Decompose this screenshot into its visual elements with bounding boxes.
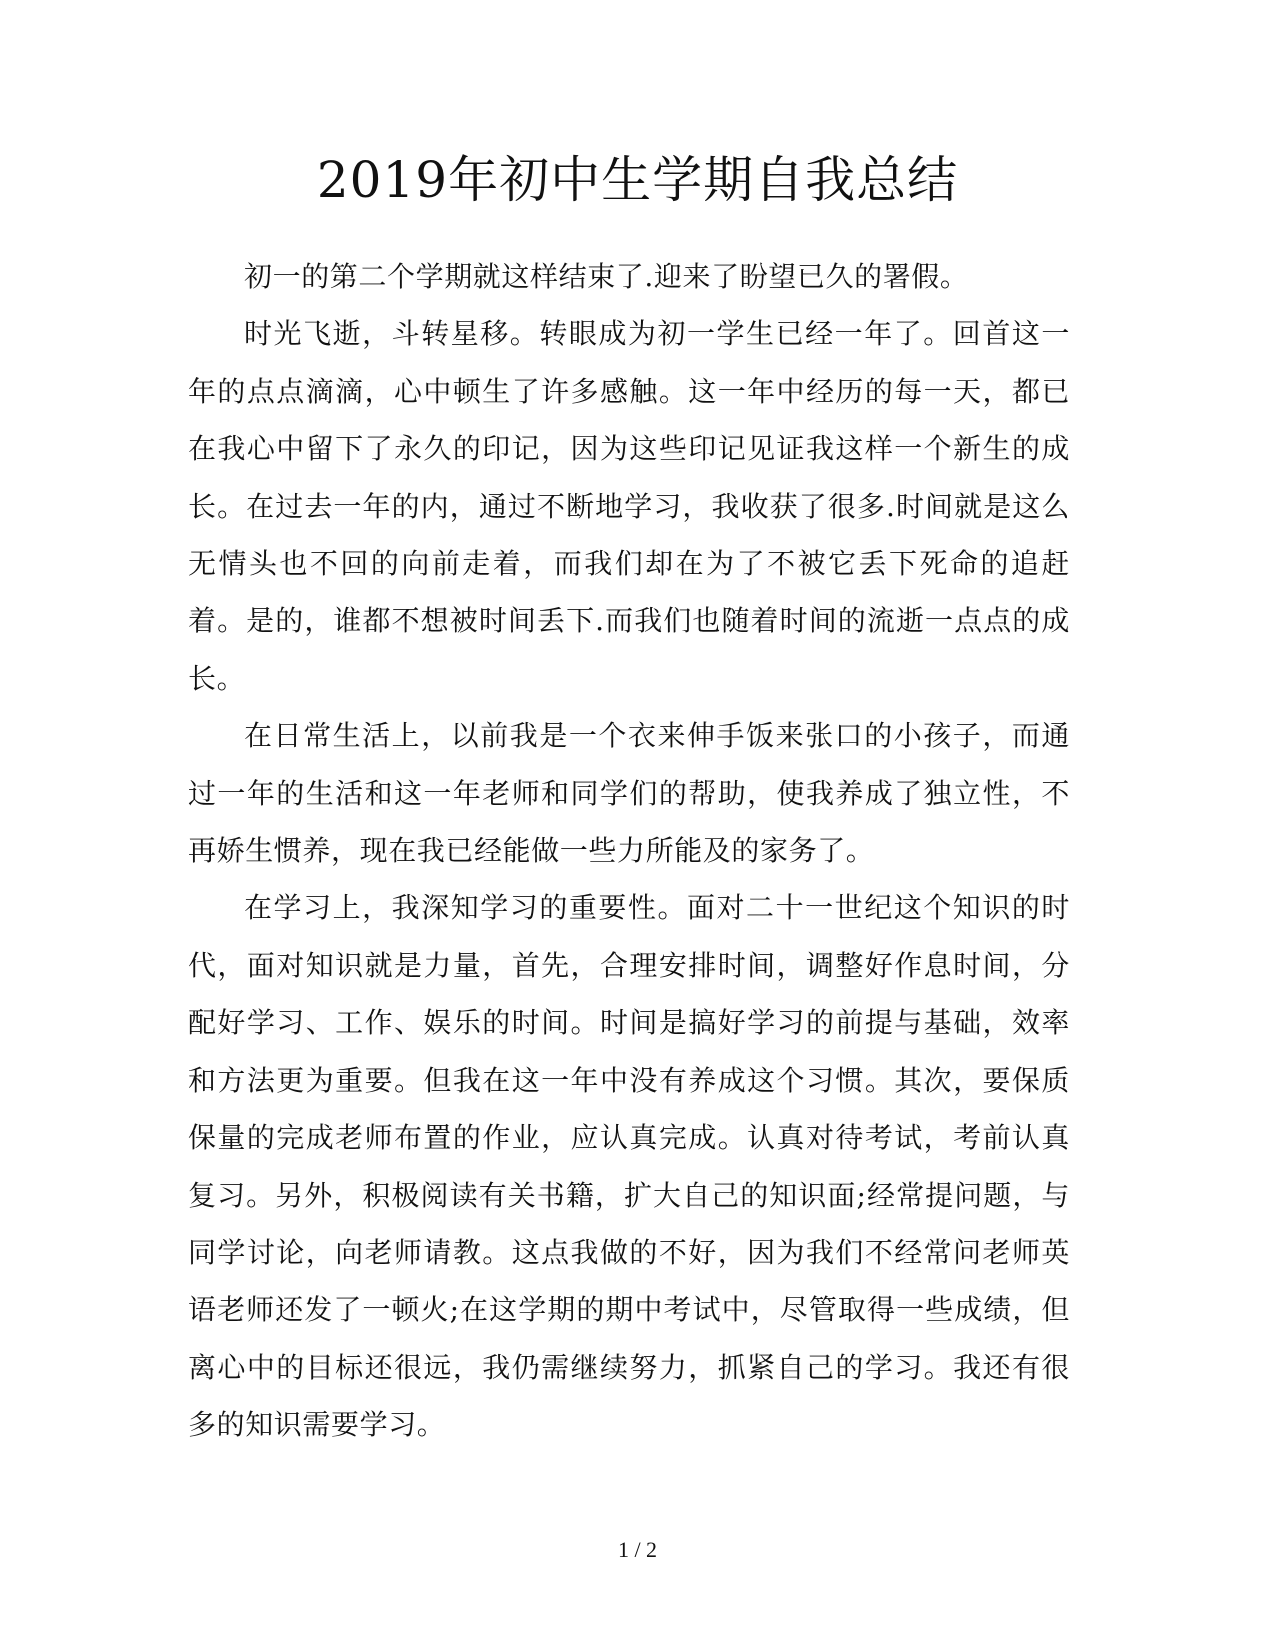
page-number: 1 / 2 [617, 1537, 658, 1562]
document-title: 2019年初中生学期自我总结 [316, 151, 959, 209]
paragraph-2: 时光飞逝，斗转星移。转眼成为初一学生已经一年了。回首这一年的点点滴滴，心中顿生了许多感触。这一年中经历的每一天，都已在我心中留下了永久的印记，因为这些印记见证我这样一个新生的成长。在过去一年的内，通过不断地学习，我收获了很多.时间就是这么无情头也不回的向前走着，而我们却在为了不被它丢下死命的追赶着。是的，谁都不想被时间丢下.而我们也随着时间的流逝一点点的成长。 [188, 317, 1070, 695]
document-body [188, 248, 1070, 1454]
paragraph-4: 在学习上，我深知学习的重要性。面对二十一世纪这个知识的时代，面对知识就是力量，首先，合理安排时间，调整好作息时间，分配好学习、工作、娱乐的时间。时间是搞好学习的前提与基础，效率和方法更为重要。但我在这一年中没有养成这个习惯。其次，要保质保量的完成老师布置的作业，应认真完成。认真对待考试，考前认真复习。另外，积极阅读有关书籍，扩大自己的知识面;经常提问题，与同学讨论，向老师请教。这点我做的不好，因为我们不经常问老师英语老师还发了一顿火;在这学期的期中考试中，尽管取得一些成绩，但离心中的目标还很远，我仍需继续努力，抓紧自己的学习。我还有很多的知识需要学习。 [188, 891, 1070, 1442]
paragraph-1: 初一的第二个学期就这样结束了.迎来了盼望已久的署假。 [244, 260, 969, 293]
paragraph-3: 在日常生活上，以前我是一个衣来伸手饭来张口的小孩子，而通过一年的生活和这一年老师和同学们的帮助，使我养成了独立性，不再娇生惯养，现在我已经能做一些力所能及的家务了。 [188, 719, 1070, 868]
